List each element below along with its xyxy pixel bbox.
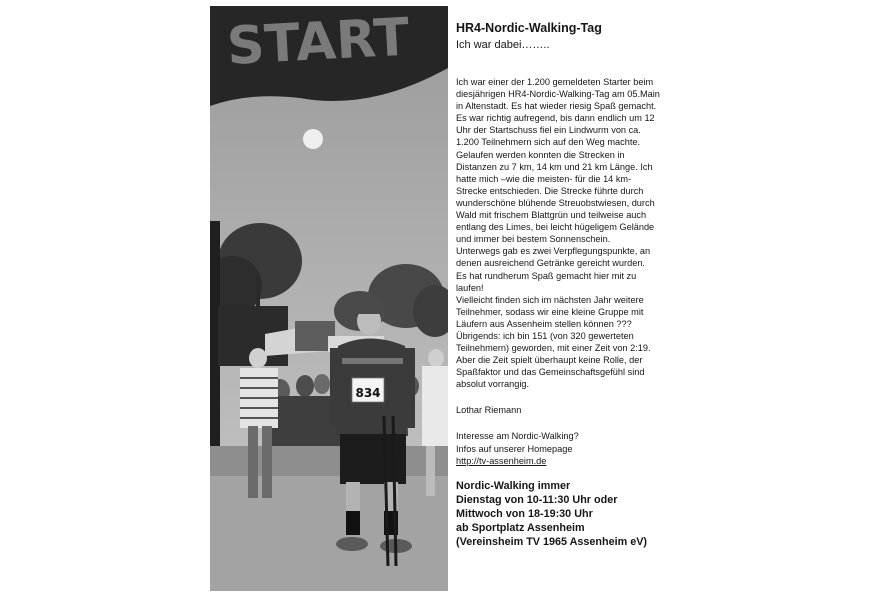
article-signature: Lothar Riemann bbox=[456, 405, 522, 416]
info-line-homepage: Infos auf unserer Homepage bbox=[456, 443, 573, 454]
schedule-line: ab Sportplatz Assenheim bbox=[456, 521, 585, 534]
schedule-line: (Vereinsheim TV 1965 Assenheim eV) bbox=[456, 535, 648, 548]
schedule-line: Mittwoch von 18-19:30 Uhr bbox=[456, 507, 593, 520]
bib-number: 834 bbox=[355, 386, 381, 400]
schedule-line: Dienstag von 10-11:30 Uhr oder bbox=[456, 493, 618, 506]
article-subtitle: Ich war dabei…….. bbox=[456, 39, 550, 51]
article-photo bbox=[210, 6, 448, 591]
article bbox=[456, 20, 684, 549]
balloon bbox=[303, 129, 323, 149]
info-line-interest: Interesse am Nordic-Walking? bbox=[456, 431, 579, 442]
banner-text: START bbox=[225, 7, 411, 77]
walker-photo-illustration bbox=[210, 6, 448, 591]
article-body: Ich war einer der 1.200 gemeldeten Starter beim diesjährigen HR4-Nordic-Walking-Tag am 05.Main in Altenstadt. Es hat wieder riesig Spaß gemacht. Es war richtig aufregend, bis dann endlich um 12 Uhr der Startschuss fiel ein Lindwurm von ca. 1.200 Teilnehmern sich auf den Weg machte. Gelaufen werden konnten die Strecken in Distanzen zu 7 km, 14 km und 21 km Länge. Ich hatte mich –wie die meisten- für die 14 km- Strecke entschieden. Die Strecke führte durch wunderschöne blühende Streuobstwiesen, durch Wald mit frischem Blattgrün und teilweise auch entlang des Limes, bei leicht hügeligem Gelände und immer bei bestem Sonnenschein. Unterwegs gab es zwei Verpflegungspunkte, an denen ausreichend Getränke gereicht wurden. Es hat rundherum Spaß gemacht hier mit zu laufen! Vielleicht finden sich im nächsten Jahr weitere Teilnehmer, sodass wir eine kleine Gruppe mit Läufern aus Assenheim stellen können ??? Übrigends: ich bin 151 (von 320 gewerteten Teilnehmern) geworden, mit einer Zeit von 2:19. Aber die Zeit spielt überhaupt keine Rolle, der Spaßfaktor und das Gemeinschaftsgefühl sind absolut vorrangig. bbox=[456, 77, 660, 390]
article-title: HR4-Nordic-Walking-Tag bbox=[456, 21, 602, 35]
training-schedule bbox=[456, 479, 684, 549]
schedule-line: Nordic-Walking immer bbox=[456, 479, 571, 492]
homepage-link[interactable]: http://tv-assenheim.de bbox=[456, 455, 547, 466]
